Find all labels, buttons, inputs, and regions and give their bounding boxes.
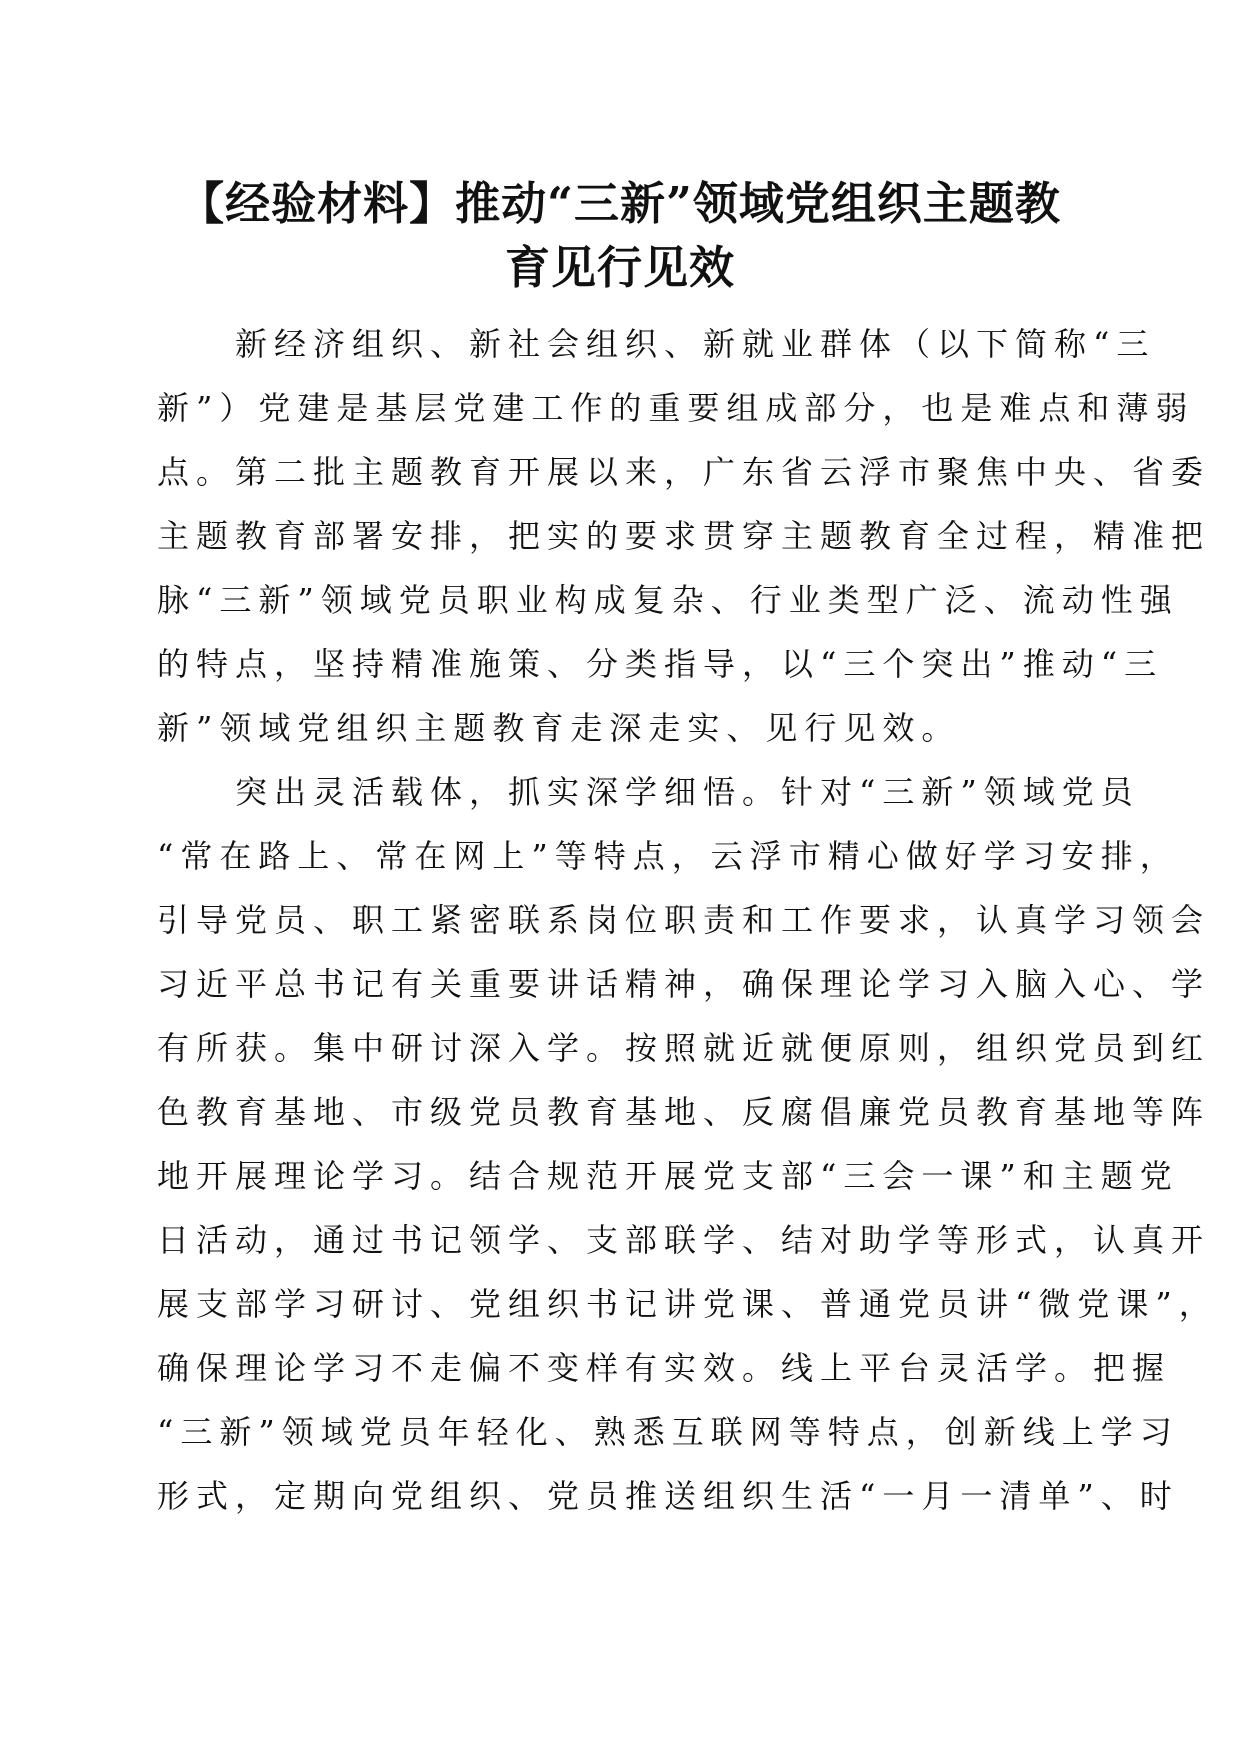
document-title [150,172,1090,300]
text-line: 新”）党建是基层党建工作的重要组成部分，也是难点和薄弱 [157,389,1195,427]
paragraph-flexible-carrier [157,760,1218,1528]
text-line: 有所获。集中研讨深入学。按照就近就便原则，组织党员到红 [157,1029,1211,1067]
title-line: 育见行见效 [504,241,735,294]
text-line: 突出灵活载体，抓实深学细悟。针对“三新”领域党员 [157,773,1140,811]
text-line: 脉“三新”领域党员职业构成复杂、行业类型广泛、流动性强 [157,581,1179,619]
text-line: 日活动，通过书记领学、支部联学、结对助学等形式，认真开 [157,1221,1211,1259]
text-line: 展支部学习研讨、党组织书记讲党课、普通党员讲“微党课”， [157,1285,1218,1323]
text-line: “三新”领域党员年轻化、熟悉互联网等特点，创新线上学习 [157,1413,1179,1451]
text-line: 主题教育部署安排，把实的要求贯穿主题教育全过程，精准把 [157,517,1211,555]
text-line: 确保理论学习不走偏不变样有实效。线上平台灵活学。把握 [157,1349,1172,1387]
text-line: 地开展理论学习。结合规范开展党支部“三会一课”和主题党 [157,1157,1179,1195]
text-line: 的特点，坚持精准施策、分类指导，以“三个突出”推动“三 [157,645,1164,683]
text-line: 新”领域党组织主题教育走深走实、见行见效。 [157,709,961,747]
title-line: 【经验材料】推动“三新”领域党组织主题教 [179,177,1061,230]
text-line: 新经济组织、新社会组织、新就业群体（以下简称“三 [157,325,1156,363]
text-line: 引导党员、职工紧密联系岗位职责和工作要求，认真学习领会 [157,901,1211,939]
text-line: 习近平总书记有关重要讲话精神，确保理论学习入脑入心、学 [157,965,1211,1003]
text-line: 色教育基地、市级党员教育基地、反腐倡廉党员教育基地等阵 [157,1093,1211,1131]
text-line: “常在路上、常在网上”等特点，云浮市精心做好学习安排， [157,837,1179,875]
text-line: 点。第二批主题教育开展以来，广东省云浮市聚焦中央、省委 [157,453,1211,491]
text-line: 形式，定期向党组织、党员推送组织生活“一月一清单”、时 [157,1477,1179,1515]
paragraph-intro [157,312,1211,760]
